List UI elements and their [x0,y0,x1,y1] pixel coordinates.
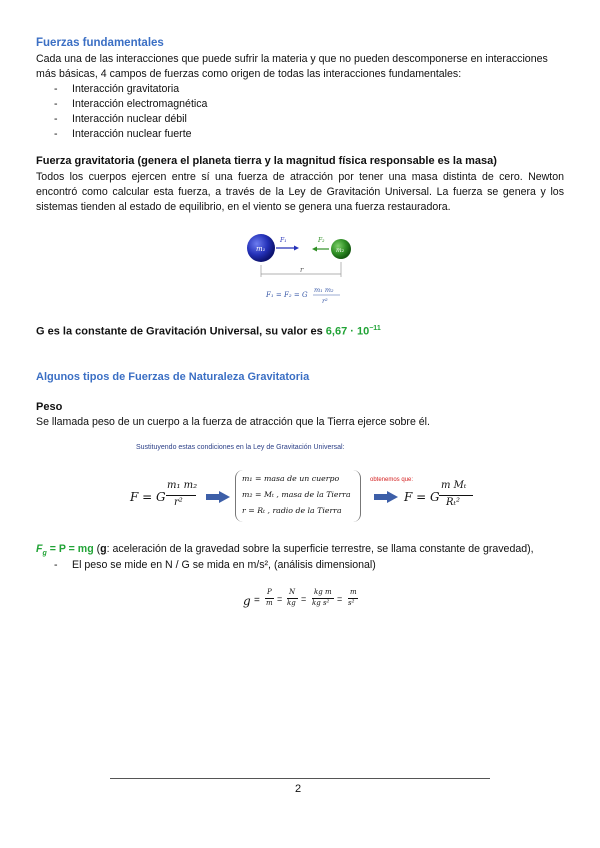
condition-3: r = Rₜ , radio de la Tierra [242,506,342,515]
list-item: - Interacción gravitatoria [36,82,436,97]
fg-text: : aceleración de la gravedad sobre la superficie terrestre, se llama constante de gravedad), [106,543,534,555]
law-denominator: r² [174,497,183,508]
peso-title: Peso [36,401,63,413]
result-lhs: F = G [404,490,440,504]
eq-p-num: P [267,588,272,596]
constant-exponent: −11 [369,325,381,332]
law-numerator: m₁ m₂ [167,480,198,491]
peso-text: Se llamada peso de un cuerpo a la fuerza de atracción que la Tierra ejerce sobre él. [36,416,430,428]
eq-n-den: kg [287,599,296,607]
section1-intro: Cada una de las interacciones que puede sufrir la materia y que no pueden descomponerse en interacciones más básicas, 4 campos de fuerzas como origen de todas las interacciones fundamentales: [36,53,548,80]
law-lhs: F = G [130,490,166,504]
condition-1: m₁ = masa de un cuerpo [242,474,340,483]
list-item: - Interacción nuclear débil [36,112,436,127]
arrow-right-icon [374,491,398,503]
obtained-label: obtenemos que: [370,477,414,483]
force1-label: F₁ [280,237,287,244]
section2-paragraph: Todos los cuerpos ejercen entre sí una fuerza de atracción por tener una masa distinta de cero. Newton encontró como calcular esta fuerza, a través de la Ley de Gravitación Universal. La fuerza se genera y los sistemas tienden al estado de equilibrio, en el viento se genera una fuerza restauradora. [36,171,564,213]
eq-m-den: s² [348,599,355,607]
eq-g: g [243,594,251,608]
gravitational-attraction-figure [230,225,370,315]
weight-formula-line: $F_g = P$ = mg (g: aceleración de la gravedad sobre la superficie terrestre, se llama constante de gravedad), [36,543,534,558]
result-numerator: m Mₜ [441,480,467,491]
mass2-label: m₂ [336,247,345,254]
fundamental-interactions-list [36,82,436,142]
fg-sub: g [42,550,47,558]
mass1-label: m₁ [256,245,266,253]
distance-label: r [300,266,304,274]
footer-divider [110,778,490,779]
constant-line [36,325,381,338]
fg-label: F [36,543,43,555]
formula-lhs: F₁ = F₂ = G [266,291,308,299]
page-number: 2 [295,783,302,795]
constant-text: G es la constante de Gravitación Universal, su valor es [36,325,326,338]
weight-derivation-figure [130,444,496,524]
list-item: - Interacción electromagnética [36,97,436,112]
section-title-fuerza-gravitatoria: Fuerza gravitatoria (genera el planeta tierra y la magnitud física responsable es la masa) [36,155,497,167]
eq-kg-den: kg s² [312,599,330,607]
list-item: - Interacción nuclear fuerte [36,127,436,142]
eq-p-den: m [266,599,273,607]
figure-caption: Sustituyendo estas condiciones en la Ley de Gravitación Universal: [136,444,345,451]
force2-label: F₂ [318,237,325,244]
eq-m-num: m [350,588,357,596]
result-denominator: Rₜ² [446,497,461,508]
section-title-fuerzas-naturaleza-gravitatoria: Algunos tipos de Fuerzas de Naturaleza Gravitatoria [36,371,310,383]
formula-numerator: m₁ m₂ [314,286,334,294]
condition-2: m₂ = Mₜ , masa de la Tierra [242,490,351,499]
eq-kg-num: kg m [314,588,332,596]
constant-value: 6,67 · 10 [325,325,370,338]
list-item: - El peso se mide en N / G se mida en m/s², (análisis dimensional) [36,558,536,573]
eq-n-num: N [289,588,296,596]
fg-g: g [100,543,107,555]
arrow-right-icon [206,491,230,503]
fg-equation: = P = mg [46,543,94,555]
formula-denominator: r² [322,297,328,305]
section-title-fuerzas-fundamentales: Fuerzas fundamentales [36,37,164,49]
dimensional-equation: g = P m = N kg = kg m kg s² = m s² [243,588,357,608]
unit-list [36,558,536,573]
